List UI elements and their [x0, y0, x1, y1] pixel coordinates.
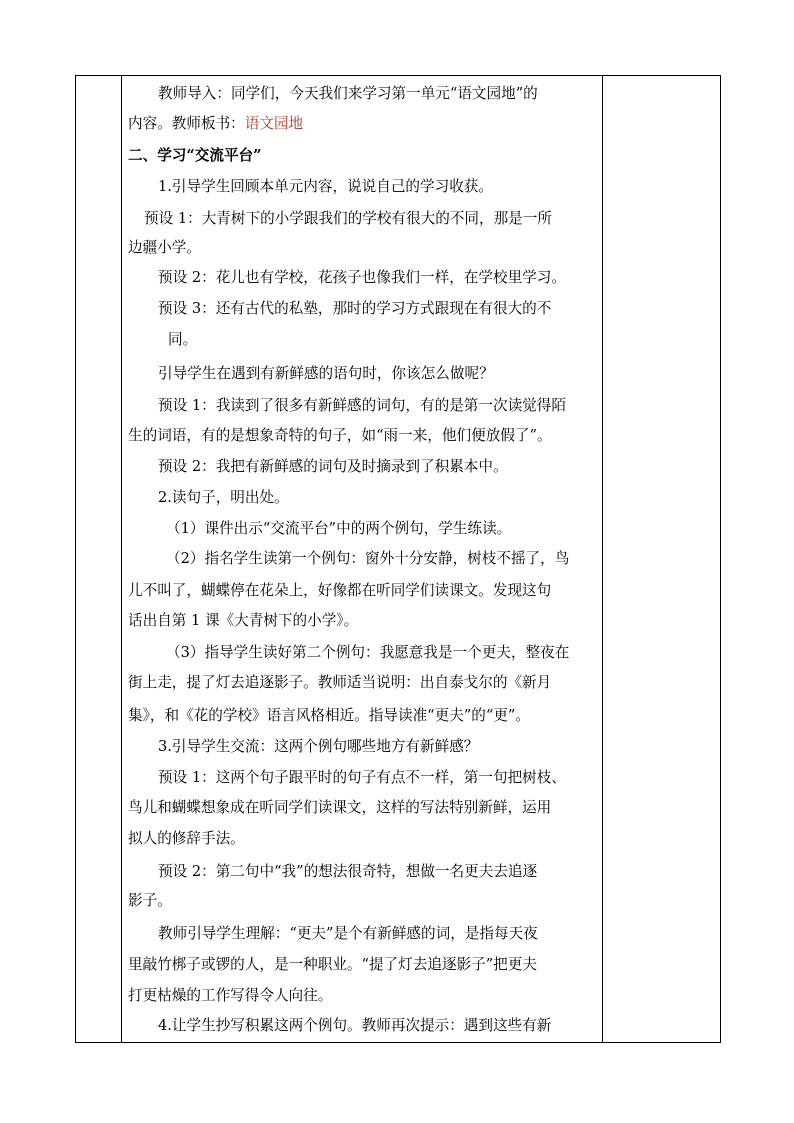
- board-writing: 语文园地: [244, 115, 304, 132]
- text-line: 街上走，提了灯去追逐影子。教师适当说明：出自泰戈尔的《新月: [128, 674, 552, 691]
- text-line: 里敲竹梆子或锣的人，是一种职业。“提了灯去追逐影子”把更夫: [128, 956, 537, 973]
- text-line: 预设 1：大青树下的小学跟我们的学校有很大的不同，那是一所: [144, 210, 552, 227]
- lesson-plan-table: [75, 75, 721, 1043]
- text-line: 4.让学生抄写积累这两个例句。教师再次提示：遇到这些有新: [158, 1017, 552, 1034]
- text-line: 儿不叫了，蝴蝶停在花朵上，好像都在听同学们读课文。发现这句: [128, 582, 552, 599]
- text-line: 3.引导学生交流：这两个例句哪些地方有新鲜感？: [158, 738, 479, 755]
- text-line: 拟人的修辞手法。: [128, 830, 245, 847]
- text-line: 同。: [168, 331, 198, 348]
- text-line: 生的词语，有的是想象奇特的句子，如“雨一来，他们便放假了”。: [128, 427, 552, 444]
- text-line: 1.引导学生回顾本单元内容，说说自己的学习收获。: [158, 178, 493, 195]
- text-line: 预设 1：这两个句子跟平时的句子有点不一样，第一句把树枝、: [158, 769, 566, 786]
- text-line: （3）指导学生读好第二个例句：我愿意我是一个更夫，整夜在: [166, 644, 570, 661]
- text-line: 集》，和《花的学校》语言风格相近。指导读准“更夫”的“更”。: [128, 707, 530, 724]
- text-line: 鸟儿和蝴蝶想象成在听同学们读课文，这样的写法特别新鲜，运用: [128, 799, 552, 816]
- section-heading: 二、学习“交流平台”: [128, 147, 262, 164]
- text-line: 话出自第 1 课《大青树下的小学》。: [128, 612, 359, 629]
- text-line: 引导学生在遇到有新鲜感的语句时，你该怎么做呢？: [158, 365, 494, 382]
- column-divider-left: [121, 76, 122, 1042]
- text-line: 内容。教师板书：语文园地: [128, 115, 304, 132]
- text-line: 预设 3：还有古代的私塾，那时的学习方式跟现在有很大的不: [158, 300, 552, 317]
- text-line: 预设 2：花儿也有学校，花孩子也像我们一样，在学校里学习。: [158, 269, 566, 286]
- text-line: 预设 2：我把有新鲜感的词句及时摘录到了积累本中。: [158, 458, 508, 475]
- text-line: 预设 2：第二句中“我”的想法很奇特，想做一名更夫去追逐: [158, 863, 538, 880]
- text-line: 2.读句子，明出处。: [158, 489, 289, 506]
- text-line: 教师导入：同学们，今天我们来学习第一单元“语文园地”的: [158, 85, 538, 102]
- text-line: 打更枯燥的工作写得令人向往。: [128, 987, 333, 1004]
- column-divider-right: [602, 76, 603, 1042]
- text-line: （1）课件出示“交流平台”中的两个例句，学生练读。: [166, 520, 512, 537]
- text-line: （2）指名学生读第一个例句：窗外十分安静，树枝不摇了，鸟: [166, 550, 570, 567]
- text-line: 影子。: [128, 892, 172, 909]
- text-line: 预设 1：我读到了很多有新鲜感的词句，有的是第一次读觉得陌: [158, 397, 566, 414]
- text-line: 边疆小学。: [128, 239, 201, 256]
- text-line: 教师引导学生理解：“更夫”是个有新鲜感的词，是指每天夜: [158, 925, 538, 942]
